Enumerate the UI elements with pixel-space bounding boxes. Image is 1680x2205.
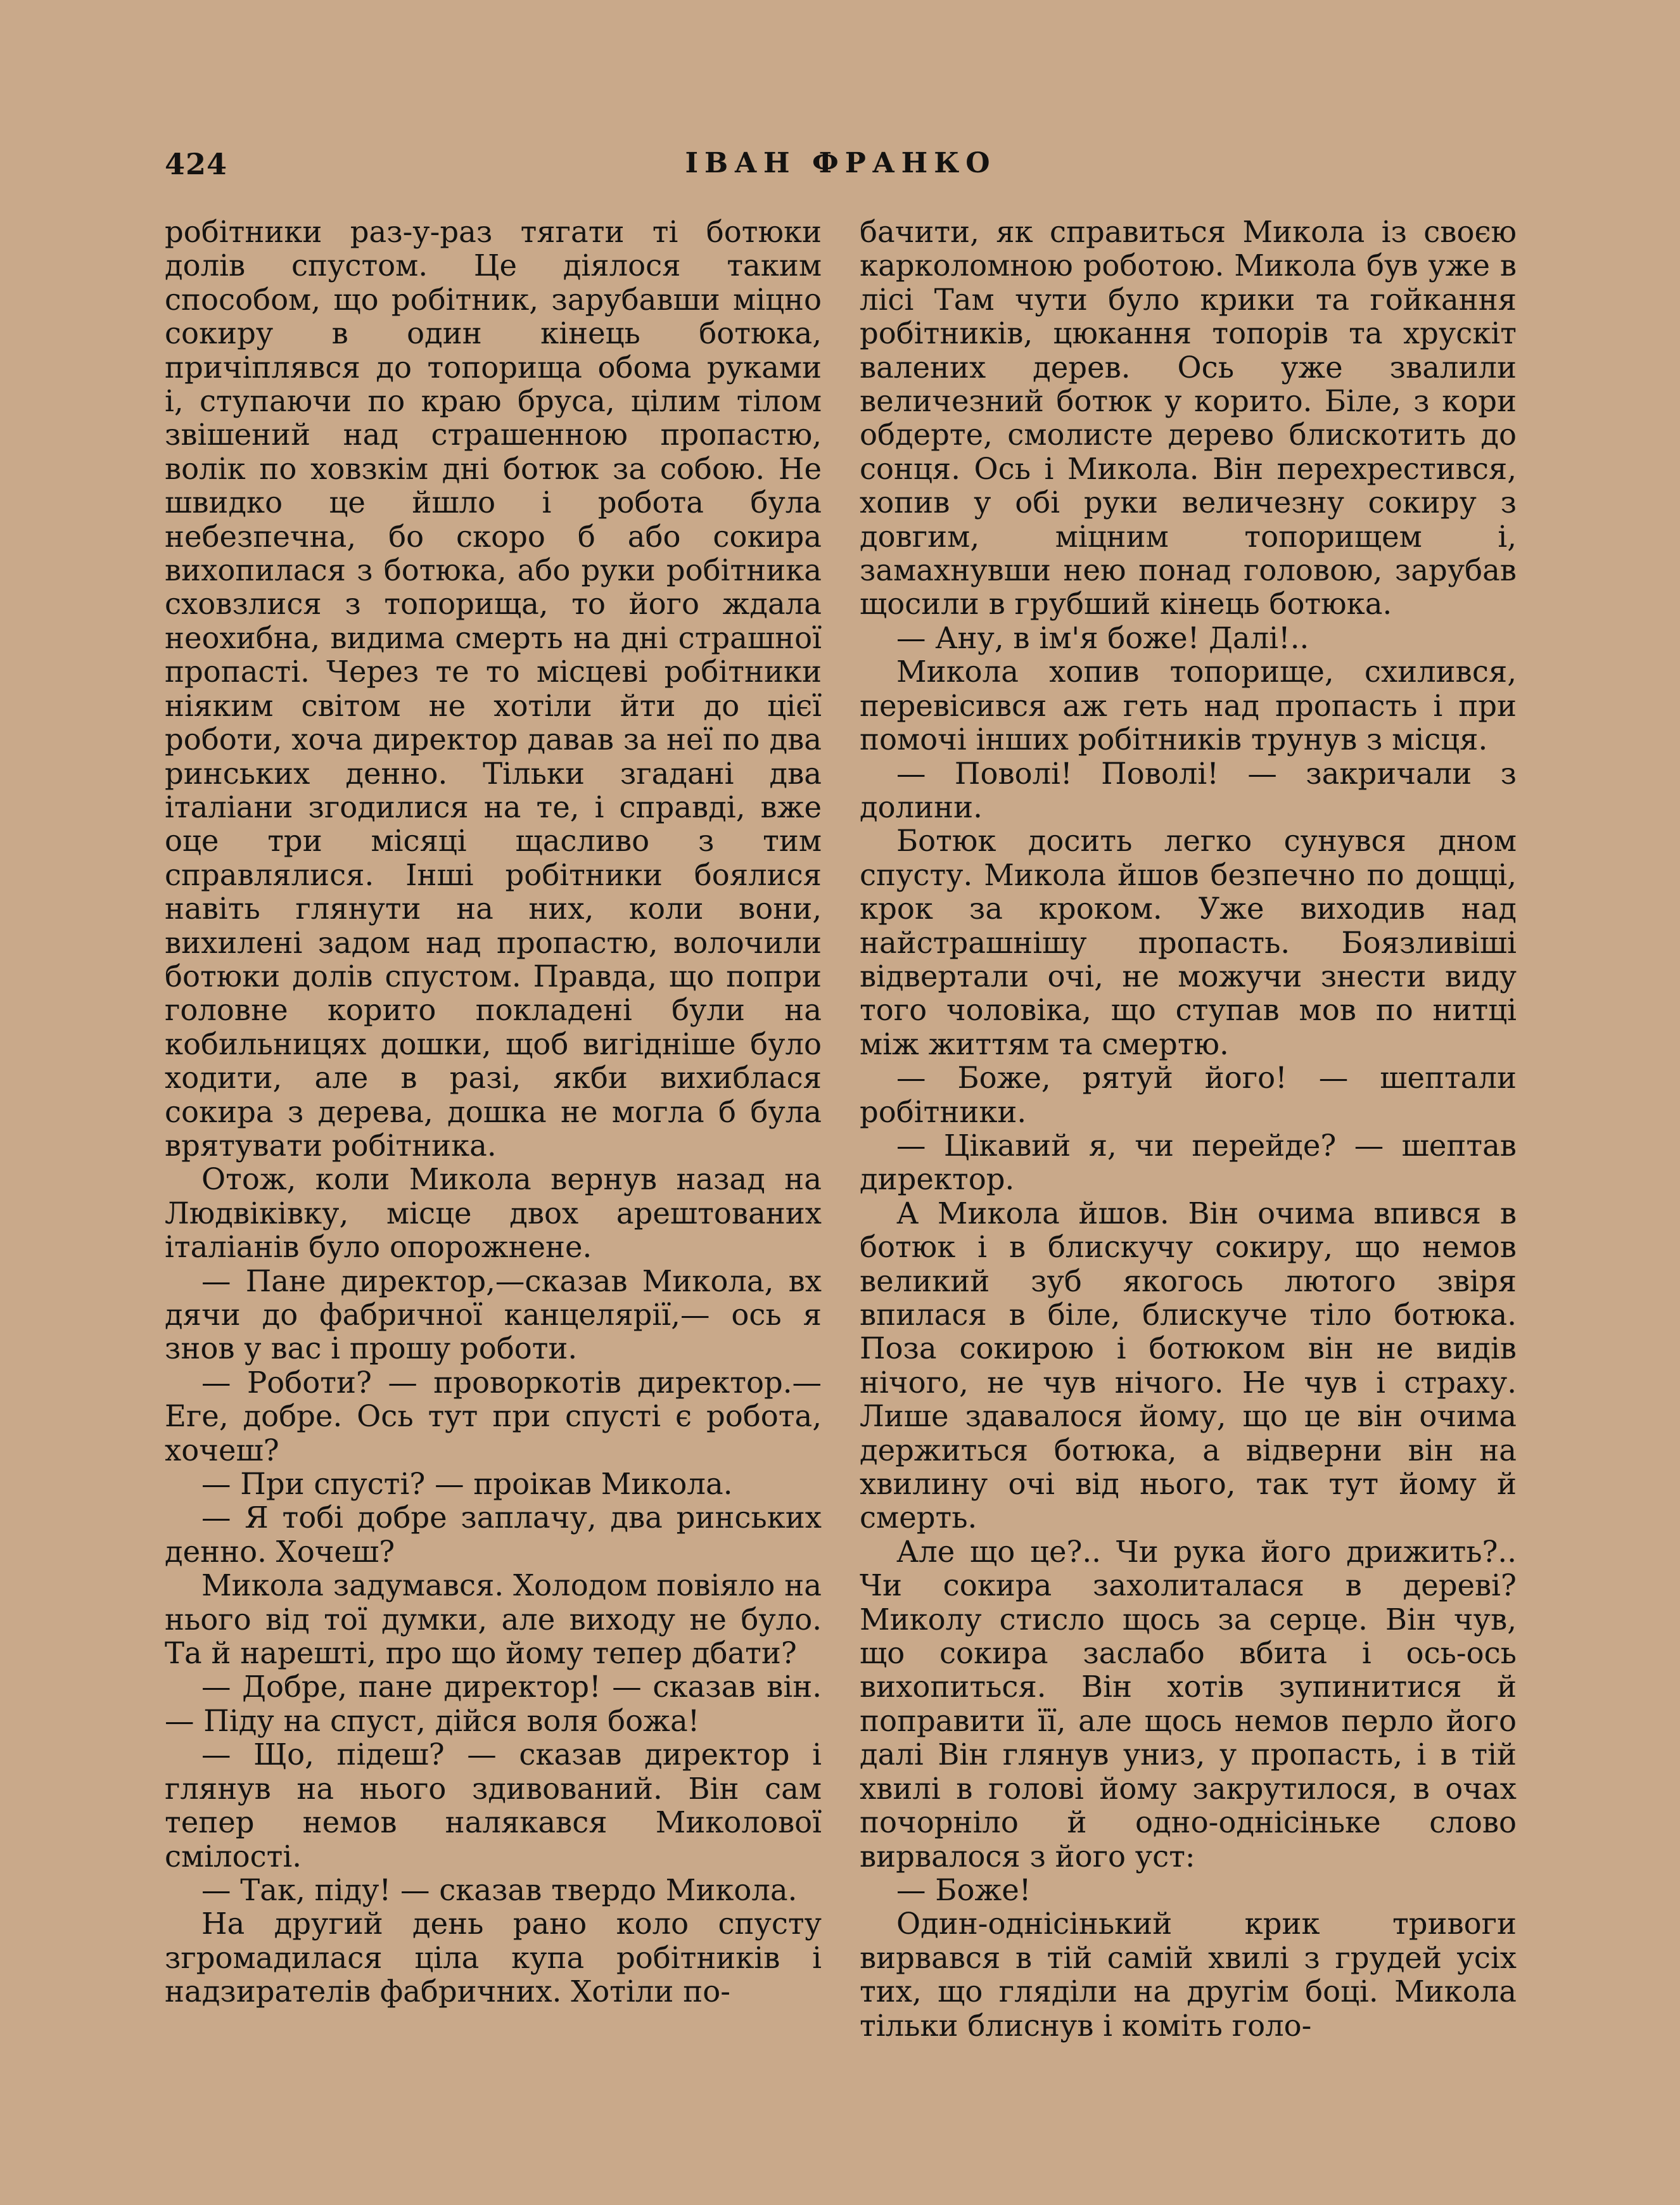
paragraph: Микола хопив топорище, схилився, перевісився аж геть над пропасть і при помочі інших робітників трунув з місця. (860, 655, 1517, 757)
paragraph: Микола задумався. Холодом повіяло на нього від тої думки, але виходу не було. Та й нарешті, про що йому тепер дбати? (165, 1568, 822, 1671)
paragraph: — Боже, рятуй його! — шептали робітники. (860, 1061, 1517, 1129)
paragraph: — Я тобі добре заплачу, два ринських денно. Хочеш? (165, 1500, 822, 1569)
paragraph: — Ану, в ім'я боже! Далі!.. (896, 620, 1309, 655)
paragraph: Але що це?.. Чи рука його дрижить?.. Чи сокира захолиталася в дереві? Миколу стисло щось за серце. Він чув, що сокира заслабо вбита і ось-ось вихопиться. Він хотів зупинитися й поправити її, але щось немов перло його далі Він глянув униз, у пропасть, і в тій хвилі в голові йому закрутилося, в очах почорніло й одно-однісіньке слово вирвалося з його уст: (860, 1534, 1517, 1874)
running-head-author: ІВАН ФРАНКО (685, 147, 996, 179)
page-number: 424 (165, 147, 228, 181)
paragraph: — Поволі! Поволі! — закричали з долини. (860, 756, 1517, 824)
paragraph: — Так, піду! — сказав твердо Микола. (201, 1872, 798, 1907)
paragraph: Ботюк досить легко сунувся дном спусту. Микола йшов безпечно по дощці, крок за кроком. Уже виходив над найстрашнішу пропасть. Боязливіші відвертали очі, не можучи знести виду того чоловіка, що ступав мов по нитці між життям та смертю. (860, 824, 1517, 1061)
paragraph: На другий день рано коло спусту згромадилася ціла купа робітників і надзирателів фабричних. Хотіли по- (165, 1907, 822, 2009)
right-column (860, 215, 1517, 2043)
paragraph: А Микола йшов. Він очима впився в ботюк і в блискучу сокиру, що немов великий зуб якогось лютого звіря впилася в біле, блискуче тіло ботюка. Поза сокирою і ботюком він не видів нічого, не чув нічого. Не чув і страху. Лише здавалося йому, що це він очима держиться ботюка, а відверни він на хвилину очі від нього, так тут йому й смерть. (860, 1196, 1517, 1535)
paragraph: — Пане директор,—сказав Микола, вх дячи до фабричної канцелярії,— ось я знов у вас і прошу роботи. (165, 1263, 822, 1366)
paragraph: робітники раз-у-раз тягати ті ботюки долів спустом. Це діялося таким способом, що робітник, зарубавши міцно сокиру в один кінець ботюка, причіплявся до топорища обома руками і, ступаючи по краю бруса, цілим тілом звішений над страшенною пропастю, волік по ховзкім дні ботюк за собою. Не швидко це йшло і робота була небезпечна, бо скоро б або сокира вихопилася з ботюка, або руки робітника сховзлися з топорища, то його ждала неохибна, видима смерть на дні страшної пропасті. Через те то місцеві робітники ніяким світом не хотіли йти до цієї роботи, хоча директор давав за неї по два ринських денно. Тільки згадані два італіани згодилися на те, і справді, вже оце три місяці щасливо з тим справлялися. Інші робітники боялися навіть глянути на них, коли вони, вихилені задом над пропастю, волочили ботюки долів спустом. Правда, що попри головне корито покладені були на кобильницях дошки, щоб вигідніше було ходити, але в разі, якби вихиблася сокира з дерева, дошка не могла б була врятувати робітника. (165, 215, 822, 1163)
left-column (165, 215, 822, 2009)
paragraph: — Добре, пане директор! — сказав він.— Піду на спуст, дійся воля божа! (165, 1670, 822, 1738)
running-head (165, 147, 1517, 191)
paragraph: — Що, підеш? — сказав директор і глянув на нього здивований. Він сам тепер немов налякався Миколової смілості. (165, 1737, 822, 1874)
paragraph: — Цікавий я, чи перейде? — шептав директор. (860, 1128, 1517, 1197)
paragraph: Один-однісінький крик тривоги вирвався в тій самій хвилі з грудей усіх тих, що гляділи на другім боці. Микола тільки блиснув і коміть голо- (860, 1907, 1517, 2043)
paragraph: — При спусті? — проікав Микола. (201, 1467, 733, 1502)
paragraph: — Роботи? — проворкотів директор.— Еге, добре. Ось тут при спусті є робота, хочеш? (165, 1365, 822, 1467)
paragraph: — Боже! (896, 1872, 1031, 1907)
paragraph: бачити, як справиться Микола із своєю карколомною роботою. Микола був уже в лісі Там чути було крики та гойкання робітників, цюкання топорів та хрускіт валених дерев. Ось уже звалили величезний ботюк у корито. Біле, з кори обдерте, смолисте дерево блискотить до сонця. Ось і Микола. Він перехрестився, хопив у обі руки величезну сокиру з довгим, міцним топорищем і, замахнувши нею понад головою, зарубав щосили в грубший кінець ботюка. (860, 215, 1517, 622)
paragraph: Отож, коли Микола вернув назад на Людвіківку, місце двох арештованих італіанів було опорожнене. (165, 1162, 822, 1265)
